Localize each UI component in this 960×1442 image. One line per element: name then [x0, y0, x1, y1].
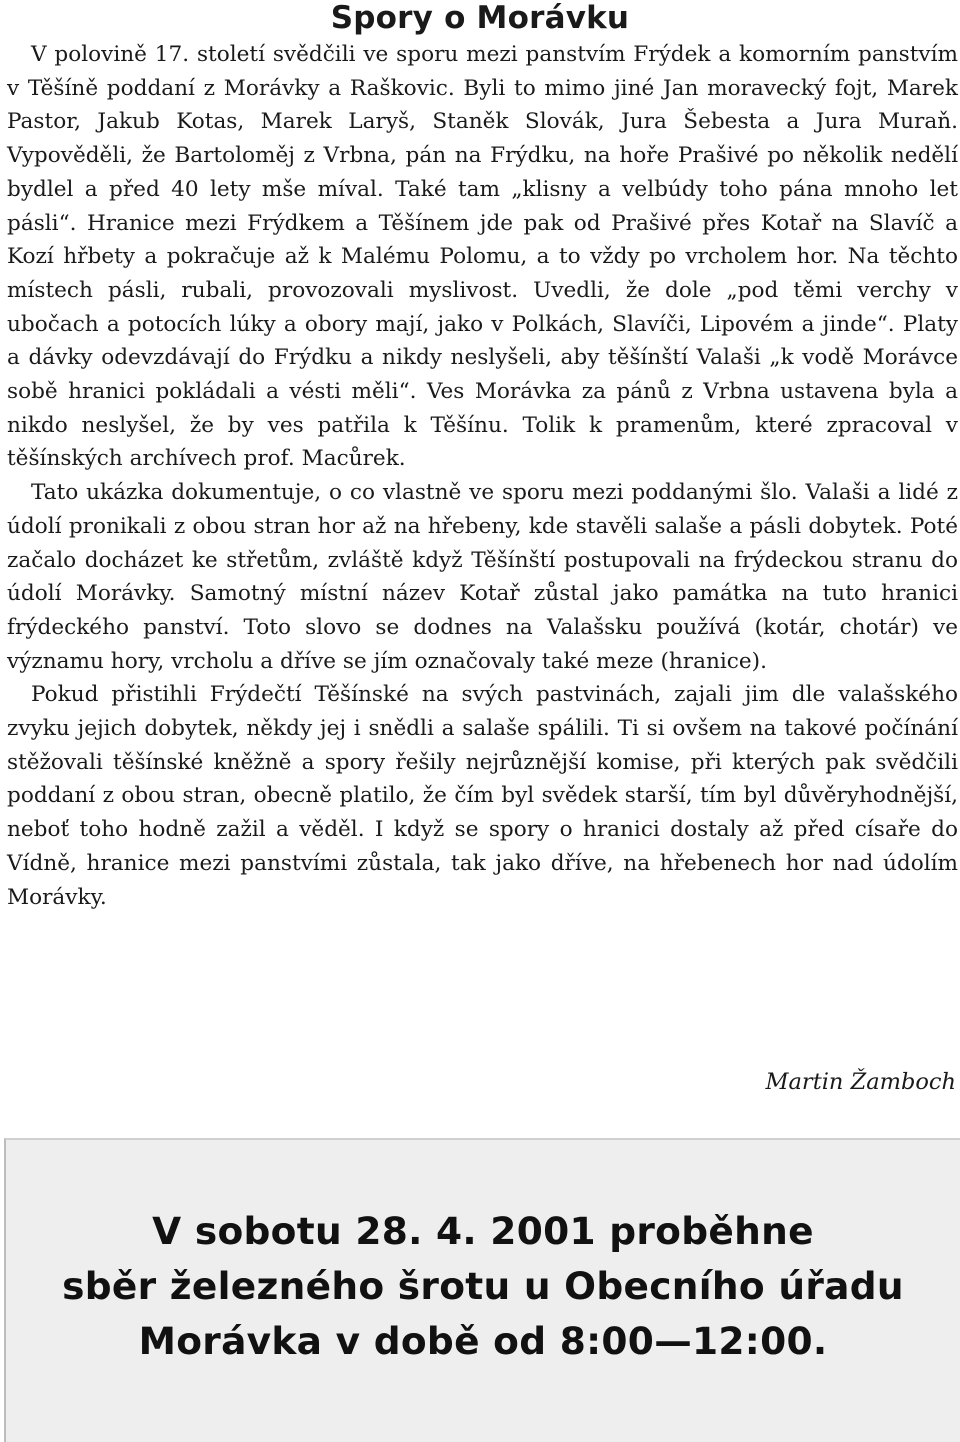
article-title: Spory o Morávku	[330, 0, 630, 36]
article-body	[7, 38, 958, 914]
announcement-box	[4, 1138, 960, 1442]
announcement-line: sběr železného šrotu u Obecního úřadu	[62, 1264, 904, 1308]
announcement-line: Morávka v době od 8:00—12:00.	[138, 1319, 828, 1363]
announcement-line: V sobotu 28. 4. 2001 proběhne	[152, 1209, 814, 1253]
article-paragraph: Tato ukázka dokumentuje, o co vlastně ve sporu mezi poddanými šlo. Valaši a lidé z údolí pronikali z obou stran hor až na hřebeny, kde stavěli salaše a pásli dobytek. Poté začalo docházet ke střetům, zvláště když Těšínští postupovali na frýdeckou stranu do údolí Morávky. Samotný místní název Kotař zůstal jako památka na tuto hranici frýdeckého panství. Toto slovo se dodnes na Valašsku používá (kotár, chotár) ve významu hory, vrcholu a dříve se jím označovaly také meze (hranice).	[7, 480, 958, 674]
article-paragraph: V polovině 17. století svědčili ve sporu mezi panstvím Frýdek a komorním panstvím v Těšíně poddaní z Morávky a Raškovic. Byli to mimo jiné Jan moravecký fojt, Marek Pastor, Jakub Kotas, Marek Laryš, Staněk Slovák, Jura Šebesta a Jura Muraň. Vypověděli, že Bartoloměj z Vrbna, pán na Frýdku, na hoře Prašivé po několik nedělí bydlel a před 40 lety mše míval. Také tam „klisny a velbúdy toho pána mnoho let pásli“. Hranice mezi Frýdkem a Těšínem jde pak od Prašivé přes Kotař na Slavíč a Kozí hřbety a pokračuje až k Malému Polomu, a to vždy po vrcholem hor. Na těchto místech pásli, rubali, provozovali myslivost. Uvedli, že dole „pod těmi verchy v ubočach a potocích lúky a obory mají, jako v Polkách, Slavíči, Lipovém a jinde“. Platy a dávky odevzdávají do Frýdku a nikdy neslyšeli, aby těšínští Valaši „k vodě Morávce sobě hranici pokládali a vésti měli“. Ves Morávka za pánů z Vrbna ustavena byla a nikdo neslyšel, že by ves patřila k Těšínu. Tolik k pramenům, které zpracoval v těšínských archívech prof. Macůrek.	[7, 42, 958, 472]
article-paragraph: Pokud přistihli Frýdečtí Těšínské na svých pastvinách, zajali jim dle valašského zvyku jejich dobytek, někdy jej i snědli a salaše spálili. Ti si ovšem na takové počínání stěžovali těšínské kněžně a spory řešily nejrůznější komise, při kterých pak svědčili poddaní z obou stran, obecně platilo, že čím byl svědek starší, tím byl důvěryhodnější, neboť toho hodně zažil a věděl. I když se spory o hranici dostaly až před císaře do Vídně, hranice mezi panstvími zůstala, tak jako dříve, na hřebenech hor nad údolím Morávky.	[7, 682, 958, 910]
article-author: Martin Žamboch	[765, 1069, 956, 1095]
announcement-text	[6, 1204, 960, 1369]
